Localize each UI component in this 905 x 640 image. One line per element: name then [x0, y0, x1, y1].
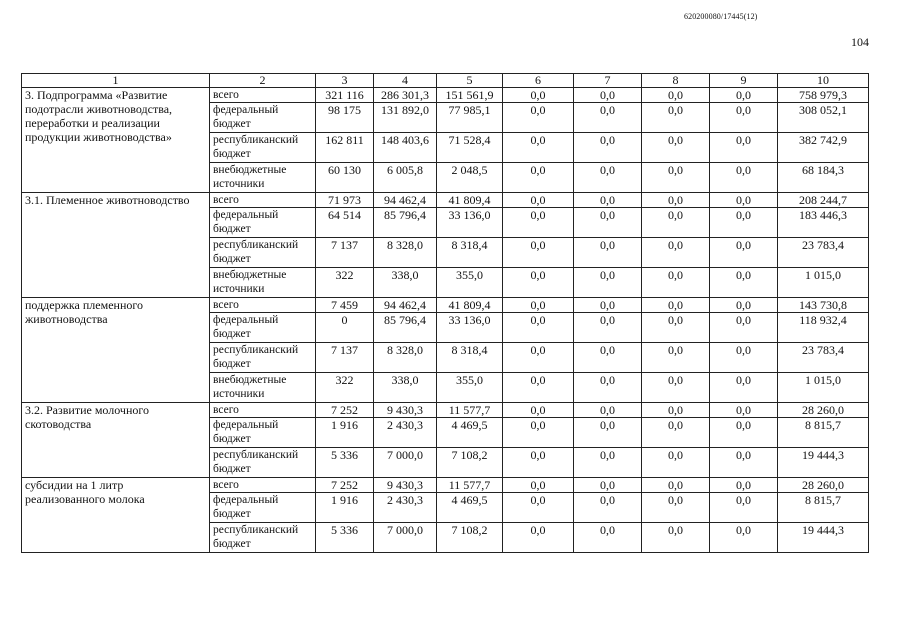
value-cell: 0,0: [642, 133, 710, 163]
value-cell: 71 973: [316, 193, 374, 208]
value-cell: 0,0: [503, 163, 574, 193]
value-cell: 33 136,0: [437, 208, 503, 238]
value-cell: 0,0: [710, 163, 778, 193]
page-number: 104: [851, 35, 869, 49]
value-cell: 0,0: [642, 343, 710, 373]
value-cell: 28 260,0: [778, 478, 869, 493]
value-cell: 0,0: [503, 313, 574, 343]
value-cell: 322: [316, 268, 374, 298]
value-cell: 0,0: [710, 343, 778, 373]
value-cell: 0,0: [642, 478, 710, 493]
funding-source: республиканский бюджет: [210, 343, 316, 373]
program-description: 3.2. Развитие молочного скотоводства: [22, 403, 210, 478]
value-cell: 8 328,0: [374, 238, 437, 268]
header-cell: 1: [22, 74, 210, 88]
value-cell: 2 430,3: [374, 418, 437, 448]
value-cell: 0,0: [503, 208, 574, 238]
value-cell: 4 469,5: [437, 418, 503, 448]
value-cell: 0,0: [503, 268, 574, 298]
table-row: [22, 478, 869, 493]
funding-source: внебюджетные источники: [210, 268, 316, 298]
program-description: поддержка племенного животноводства: [22, 298, 210, 403]
value-cell: 0,0: [710, 478, 778, 493]
funding-source: всего: [210, 193, 316, 208]
value-cell: 7 459: [316, 298, 374, 313]
value-cell: 355,0: [437, 373, 503, 403]
value-cell: 183 446,3: [778, 208, 869, 238]
value-cell: 0,0: [642, 88, 710, 103]
value-cell: 0,0: [503, 193, 574, 208]
funding-source: республиканский бюджет: [210, 238, 316, 268]
table-body: [22, 74, 869, 553]
value-cell: 23 783,4: [778, 343, 869, 373]
value-cell: 23 783,4: [778, 238, 869, 268]
table-row: [22, 88, 869, 103]
header-cell: 6: [503, 74, 574, 88]
value-cell: 0,0: [710, 298, 778, 313]
funding-source: внебюджетные источники: [210, 163, 316, 193]
value-cell: 0,0: [710, 418, 778, 448]
table-row: [22, 193, 869, 208]
value-cell: 143 730,8: [778, 298, 869, 313]
value-cell: 0,0: [574, 343, 642, 373]
header-cell: 7: [574, 74, 642, 88]
value-cell: 0,0: [503, 103, 574, 133]
value-cell: 8 328,0: [374, 343, 437, 373]
value-cell: 0,0: [574, 493, 642, 523]
value-cell: 0,0: [710, 493, 778, 523]
funding-source: всего: [210, 403, 316, 418]
program-description: 3. Подпрограмма «Развитие подотрасли животноводства, переработки и реализации продукции животноводства»: [22, 88, 210, 193]
value-cell: 0,0: [503, 238, 574, 268]
value-cell: 0,0: [642, 208, 710, 238]
funding-source: республиканский бюджет: [210, 448, 316, 478]
funding-source: всего: [210, 298, 316, 313]
value-cell: 41 809,4: [437, 298, 503, 313]
value-cell: 60 130: [316, 163, 374, 193]
value-cell: 11 577,7: [437, 478, 503, 493]
value-cell: 0,0: [710, 373, 778, 403]
header-row: [22, 74, 869, 88]
funding-source: федеральный бюджет: [210, 313, 316, 343]
value-cell: 0,0: [642, 418, 710, 448]
value-cell: 321 116: [316, 88, 374, 103]
value-cell: 162 811: [316, 133, 374, 163]
value-cell: 131 892,0: [374, 103, 437, 133]
header-cell: 8: [642, 74, 710, 88]
value-cell: 68 184,3: [778, 163, 869, 193]
value-cell: 0,0: [642, 313, 710, 343]
value-cell: 0,0: [503, 298, 574, 313]
value-cell: 0,0: [574, 268, 642, 298]
value-cell: 7 252: [316, 403, 374, 418]
value-cell: 4 469,5: [437, 493, 503, 523]
value-cell: 758 979,3: [778, 88, 869, 103]
value-cell: 2 430,3: [374, 493, 437, 523]
value-cell: 0,0: [503, 448, 574, 478]
value-cell: 7 108,2: [437, 448, 503, 478]
value-cell: 7 137: [316, 238, 374, 268]
value-cell: 7 252: [316, 478, 374, 493]
value-cell: 0,0: [642, 238, 710, 268]
value-cell: 308 052,1: [778, 103, 869, 133]
value-cell: 28 260,0: [778, 403, 869, 418]
value-cell: 98 175: [316, 103, 374, 133]
value-cell: 41 809,4: [437, 193, 503, 208]
value-cell: 355,0: [437, 268, 503, 298]
program-description: 3.1. Племенное животноводство: [22, 193, 210, 298]
value-cell: 0,0: [642, 163, 710, 193]
value-cell: 64 514: [316, 208, 374, 238]
value-cell: 0,0: [503, 343, 574, 373]
value-cell: 0,0: [574, 298, 642, 313]
value-cell: 0,0: [503, 133, 574, 163]
value-cell: 0,0: [710, 403, 778, 418]
value-cell: 1 015,0: [778, 268, 869, 298]
value-cell: 0,0: [503, 493, 574, 523]
value-cell: 0,0: [503, 418, 574, 448]
value-cell: 8 318,4: [437, 343, 503, 373]
value-cell: 0,0: [574, 418, 642, 448]
value-cell: 19 444,3: [778, 448, 869, 478]
value-cell: 151 561,9: [437, 88, 503, 103]
value-cell: 0,0: [574, 208, 642, 238]
value-cell: 148 403,6: [374, 133, 437, 163]
value-cell: 0,0: [642, 448, 710, 478]
value-cell: 1 015,0: [778, 373, 869, 403]
value-cell: 0,0: [574, 238, 642, 268]
value-cell: 338,0: [374, 268, 437, 298]
value-cell: 0,0: [642, 493, 710, 523]
header-cell: 10: [778, 74, 869, 88]
value-cell: 118 932,4: [778, 313, 869, 343]
value-cell: 9 430,3: [374, 403, 437, 418]
value-cell: 7 137: [316, 343, 374, 373]
header-cell: 3: [316, 74, 374, 88]
value-cell: 8 318,4: [437, 238, 503, 268]
value-cell: 0,0: [710, 208, 778, 238]
value-cell: 5 336: [316, 448, 374, 478]
value-cell: 322: [316, 373, 374, 403]
value-cell: 71 528,4: [437, 133, 503, 163]
value-cell: 0,0: [710, 133, 778, 163]
value-cell: 1 916: [316, 418, 374, 448]
value-cell: 0: [316, 313, 374, 343]
value-cell: 0,0: [574, 88, 642, 103]
value-cell: 94 462,4: [374, 193, 437, 208]
value-cell: 0,0: [503, 403, 574, 418]
value-cell: 0,0: [642, 373, 710, 403]
value-cell: 11 577,7: [437, 403, 503, 418]
header-cell: 5: [437, 74, 503, 88]
value-cell: 0,0: [642, 403, 710, 418]
funding-source: внебюджетные источники: [210, 373, 316, 403]
value-cell: 0,0: [642, 268, 710, 298]
value-cell: 19 444,3: [778, 523, 869, 553]
value-cell: 9 430,3: [374, 478, 437, 493]
value-cell: 286 301,3: [374, 88, 437, 103]
value-cell: 33 136,0: [437, 313, 503, 343]
funding-source: федеральный бюджет: [210, 418, 316, 448]
value-cell: 0,0: [710, 523, 778, 553]
funding-source: республиканский бюджет: [210, 523, 316, 553]
value-cell: 382 742,9: [778, 133, 869, 163]
value-cell: 1 916: [316, 493, 374, 523]
funding-source: республиканский бюджет: [210, 133, 316, 163]
value-cell: 0,0: [503, 373, 574, 403]
budget-table: [21, 73, 869, 553]
header-cell: 9: [710, 74, 778, 88]
value-cell: 0,0: [642, 298, 710, 313]
header-cell: 2: [210, 74, 316, 88]
value-cell: 0,0: [710, 238, 778, 268]
value-cell: 0,0: [574, 313, 642, 343]
value-cell: 7 000,0: [374, 523, 437, 553]
table-row: [22, 298, 869, 313]
value-cell: 8 815,7: [778, 493, 869, 523]
program-description: субсидии на 1 литр реализованного молока: [22, 478, 210, 553]
value-cell: 0,0: [574, 373, 642, 403]
value-cell: 338,0: [374, 373, 437, 403]
value-cell: 0,0: [574, 523, 642, 553]
value-cell: 0,0: [503, 478, 574, 493]
value-cell: 0,0: [710, 313, 778, 343]
value-cell: 0,0: [710, 88, 778, 103]
value-cell: 0,0: [710, 103, 778, 133]
funding-source: всего: [210, 478, 316, 493]
funding-source: федеральный бюджет: [210, 493, 316, 523]
document-id: 620200080/17445(12): [684, 12, 758, 21]
funding-source: федеральный бюджет: [210, 103, 316, 133]
value-cell: 94 462,4: [374, 298, 437, 313]
value-cell: 7 108,2: [437, 523, 503, 553]
value-cell: 0,0: [642, 523, 710, 553]
value-cell: 0,0: [574, 403, 642, 418]
funding-source: федеральный бюджет: [210, 208, 316, 238]
value-cell: 85 796,4: [374, 313, 437, 343]
value-cell: 0,0: [574, 193, 642, 208]
value-cell: 0,0: [574, 478, 642, 493]
value-cell: 85 796,4: [374, 208, 437, 238]
value-cell: 0,0: [642, 103, 710, 133]
value-cell: 0,0: [574, 163, 642, 193]
header-cell: 4: [374, 74, 437, 88]
value-cell: 0,0: [710, 448, 778, 478]
value-cell: 0,0: [503, 523, 574, 553]
value-cell: 0,0: [574, 133, 642, 163]
value-cell: 2 048,5: [437, 163, 503, 193]
value-cell: 0,0: [710, 268, 778, 298]
value-cell: 6 005,8: [374, 163, 437, 193]
value-cell: 208 244,7: [778, 193, 869, 208]
value-cell: 0,0: [503, 88, 574, 103]
table-row: [22, 403, 869, 418]
value-cell: 7 000,0: [374, 448, 437, 478]
value-cell: 0,0: [574, 448, 642, 478]
value-cell: 0,0: [710, 193, 778, 208]
value-cell: 5 336: [316, 523, 374, 553]
funding-source: всего: [210, 88, 316, 103]
value-cell: 8 815,7: [778, 418, 869, 448]
value-cell: 77 985,1: [437, 103, 503, 133]
value-cell: 0,0: [574, 103, 642, 133]
value-cell: 0,0: [642, 193, 710, 208]
